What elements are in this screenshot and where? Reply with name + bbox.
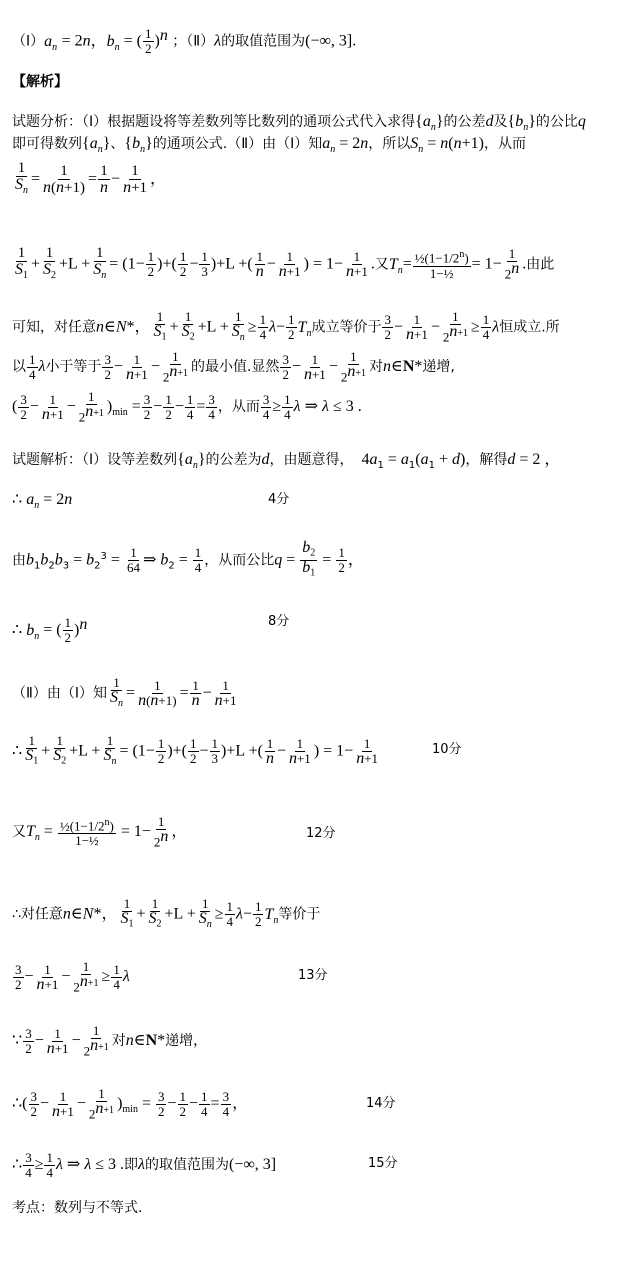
solution-conclusion: ∴ $\frac{3}{4}$ ≥ $\frac{1}{4}$ λ ⇒ λ ≤ 3 .即λ的取值范围为(−∞, 3]	[12, 1149, 277, 1180]
analysis-formula-5: ( $\frac{3}{2}$ − $\frac{1}{n+1}$ − $\frac{1}{2^{n+1}}$ )$_{min}$ = $\frac{3}{2}$ − $\frac{1}{2}$ − $\frac{1}{4}$ = $\frac{3}{4}$ ，从而 $\frac{3}{4}$ ≥ $\frac{1}{4}$ λ ⇒ λ ≤ 3 .	[12, 389, 362, 425]
analysis-text: ，从而	[217, 399, 260, 416]
analysis-text: 恒成立.所	[499, 319, 560, 336]
analysis-text: 可知，对任意	[12, 319, 96, 336]
analysis-text: 、	[110, 136, 125, 152]
solution-part2: （Ⅱ）由（Ⅰ）知 $\frac{1}{S_n}$ = $\frac{1}{n(n+1)}$ = $\frac{1}{n}$ − $\frac{1}{n+1}$	[12, 675, 237, 710]
analysis-text: 即可得数列	[12, 136, 82, 152]
solution-ineq: $\frac{3}{2}$ − $\frac{1}{n+1}$ − $\frac{1}{2^{n+1}}$ ≥ $\frac{1}{4}$ λ	[15, 959, 130, 995]
solution-text: 又	[12, 824, 26, 841]
jiexi-heading: 【解析】	[12, 74, 68, 90]
solution-equiv: ∴对任意n∈N*， $\frac{1}{S_1}$ + $\frac{1}{S_2}$ +L + $\frac{1}{S_n}$ ≥ $\frac{1}{4}$ λ− $\frac{1}{2}$ $T_n$等价于	[12, 896, 321, 931]
analysis-formula-2: $\frac{1}{S_1}$ + $\frac{1}{S_2}$ +L + $\frac{1}{S_n}$ = (1− $\frac{1}{2}$ )+( $\frac{1}{2}$ − $\frac{1}{3}$ )+L +( $\frac{1}{n}$ − $\frac{1}{n+1}$ ) = 1− $\frac{1}{n+1}$ .又$T_n=$ $\frac{\frac{1}{2}(1-1/2^n)}{\text{1−½}}$ = 1− $\frac{1}{2^n}$ .由此	[15, 245, 555, 282]
score-8: 8分	[268, 614, 290, 629]
analysis-label: 试题分析：	[12, 114, 82, 130]
analysis-line-2: 即可得数列$\{a_n\}$、$\{b_n\}$的通项公式.（Ⅱ）由（Ⅰ）知$a_n = 2n$，所以$S_n = n(n+1)$，从而	[12, 135, 526, 156]
score-13: 13分	[298, 968, 328, 983]
kaodian: 考点：数列与不等式.	[12, 1200, 143, 1216]
solution-text: ，由题意得，	[269, 452, 354, 468]
solution-text: 递增，	[165, 1033, 208, 1050]
analysis-text: ，从而	[483, 136, 526, 152]
solution-tn: 又$T_n$ = $\frac{\frac{1}{2}(1-1/2^n)}{\text{1−½}}$ = 1− $\frac{1}{2^n}$ ，	[12, 814, 188, 850]
analysis-formula-3: 可知，对任意n∈N*， $\frac{1}{S_1}$ + $\frac{1}{S_2}$ +L + $\frac{1}{S_n}$ ≥ $\frac{1}{4}$ λ− $\frac{1}{2}$ $T_n$成立等价于 $\frac{3}{2}$ − $\frac{1}{n+1}$ − $\frac{1}{2^{n+1}}$ ≥ $\frac{1}{4}$ λ恒成立.所	[12, 309, 560, 345]
solution-text: ∴对任意	[12, 906, 63, 923]
answer-line: $(Ⅰ)a_n = 2n$，$b_n$ = ( $\frac{1}{2}$ )$^n$ ；（Ⅱ）λ的取值范围为(−∞, 3].	[12, 26, 357, 57]
solution-an: ∴ $a_n = 2n$	[12, 491, 73, 512]
solution-bn: ∴ $b_n$ = ( $\frac{1}{2}$ )$^n$	[12, 615, 88, 646]
solution-text: ，从而公比	[204, 552, 275, 569]
solution-text: （Ⅰ）设等差数列	[82, 452, 178, 468]
solution-monotone: ∵ $\frac{3}{2}$ − $\frac{1}{n+1}$ − $\frac{1}{2^{n+1}}$ 对n∈N*递增，	[12, 1023, 208, 1059]
answer-part2: ；（Ⅱ）	[172, 33, 215, 50]
score-10: 10分	[432, 742, 462, 757]
solution-text: 的公差为	[205, 452, 262, 468]
analysis-text: 成立等价于	[311, 319, 382, 336]
analysis-text: 由此	[526, 256, 555, 273]
solution-text: 即	[124, 1157, 139, 1173]
solution-text: 的取值范围为	[144, 1157, 229, 1173]
score-4: 4分	[268, 492, 290, 507]
score-15: 15分	[368, 1156, 398, 1171]
analysis-text: 及	[493, 114, 508, 130]
solution-line-1: 试题解析：（Ⅰ）设等差数列$\{a_n\}$的公差为d，由题意得， $4a_1 = a_1(a_1 + d)$，解得d = 2 ，	[12, 451, 561, 472]
analysis-text: 递增,	[422, 359, 455, 376]
analysis-line-1: 试题分析：（Ⅰ）根据题设将等差数列等比数列的通项公式代入求得$\{a_n\}$的公差d及$\{b_n\}$的公比q	[12, 113, 586, 134]
solution-bn-derivation: 由$b_1b_2b_3 = b_2^3$ = $\frac{1}{64}$ ⇒ $b_2$ = $\frac{1}{4}$ ，从而公比q = $\frac{b_2}{b_1}$ = $\frac{1}{2}$ ，	[12, 538, 364, 579]
score-14: 14分	[366, 1096, 396, 1111]
analysis-formula-4: 以 $\frac{1}{4}$ λ小于等于 $\frac{3}{2}$ − $\frac{1}{n+1}$ − $\frac{1}{2^{n+1}}$ 的最小值.显然 $\frac{3}{2}$ − $\frac{1}{n+1}$ − $\frac{1}{2^{n+1}}$ 对n∈N*递增,	[12, 349, 455, 385]
solution-text: 由	[12, 552, 26, 569]
solution-min: ∴( $\frac{3}{2}$ − $\frac{1}{n+1}$ − $\frac{1}{2^{n+1}}$ )$_{min}$ = $\frac{3}{2}$ − $\frac{1}{2}$ − $\frac{1}{4}$ = $\frac{3}{4}$ ，	[12, 1086, 249, 1122]
analysis-text: 又	[374, 256, 389, 273]
analysis-text: ，所以	[368, 136, 411, 152]
solution-text: （Ⅱ）由（Ⅰ）知	[12, 685, 108, 702]
analysis-formula-1: $\frac{1}{S_n}$ = $\frac{1}{n(n+1)}$ = $\frac{1}{n}$ − $\frac{1}{n+1}$ ，	[15, 160, 167, 197]
analysis-text: 的最小值.显然	[190, 359, 280, 376]
solution-text: 对	[111, 1033, 126, 1050]
analysis-text: 的通项公式.（Ⅱ）由（Ⅰ）知	[152, 136, 323, 152]
score-12: 12分	[306, 826, 336, 841]
answer-range-text: 的取值范围为	[221, 33, 306, 50]
solution-text: ，解得	[465, 452, 508, 468]
analysis-text: 以	[12, 359, 26, 376]
analysis-text: 小于等于	[45, 359, 102, 376]
analysis-text: 对	[368, 359, 383, 376]
analysis-text: 的公比	[535, 114, 578, 130]
solution-sum: ∴ $\frac{1}{S_1}$ + $\frac{1}{S_2}$ +L + $\frac{1}{S_n}$ = (1− $\frac{1}{2}$ )+( $\frac{1}{2}$ − $\frac{1}{3}$ )+L +( $\frac{1}{n}$ − $\frac{1}{n+1}$ ) = 1− $\frac{1}{n+1}$	[12, 733, 379, 768]
analysis-text: （Ⅰ）根据题设将等差数列等比数列的通项公式代入求得	[82, 114, 416, 130]
solution-text: 等价于	[278, 906, 321, 923]
solution-label: 试题解析：	[12, 452, 82, 468]
answer-prefix: （Ⅰ）	[12, 33, 45, 50]
analysis-text: 的公差	[443, 114, 486, 130]
